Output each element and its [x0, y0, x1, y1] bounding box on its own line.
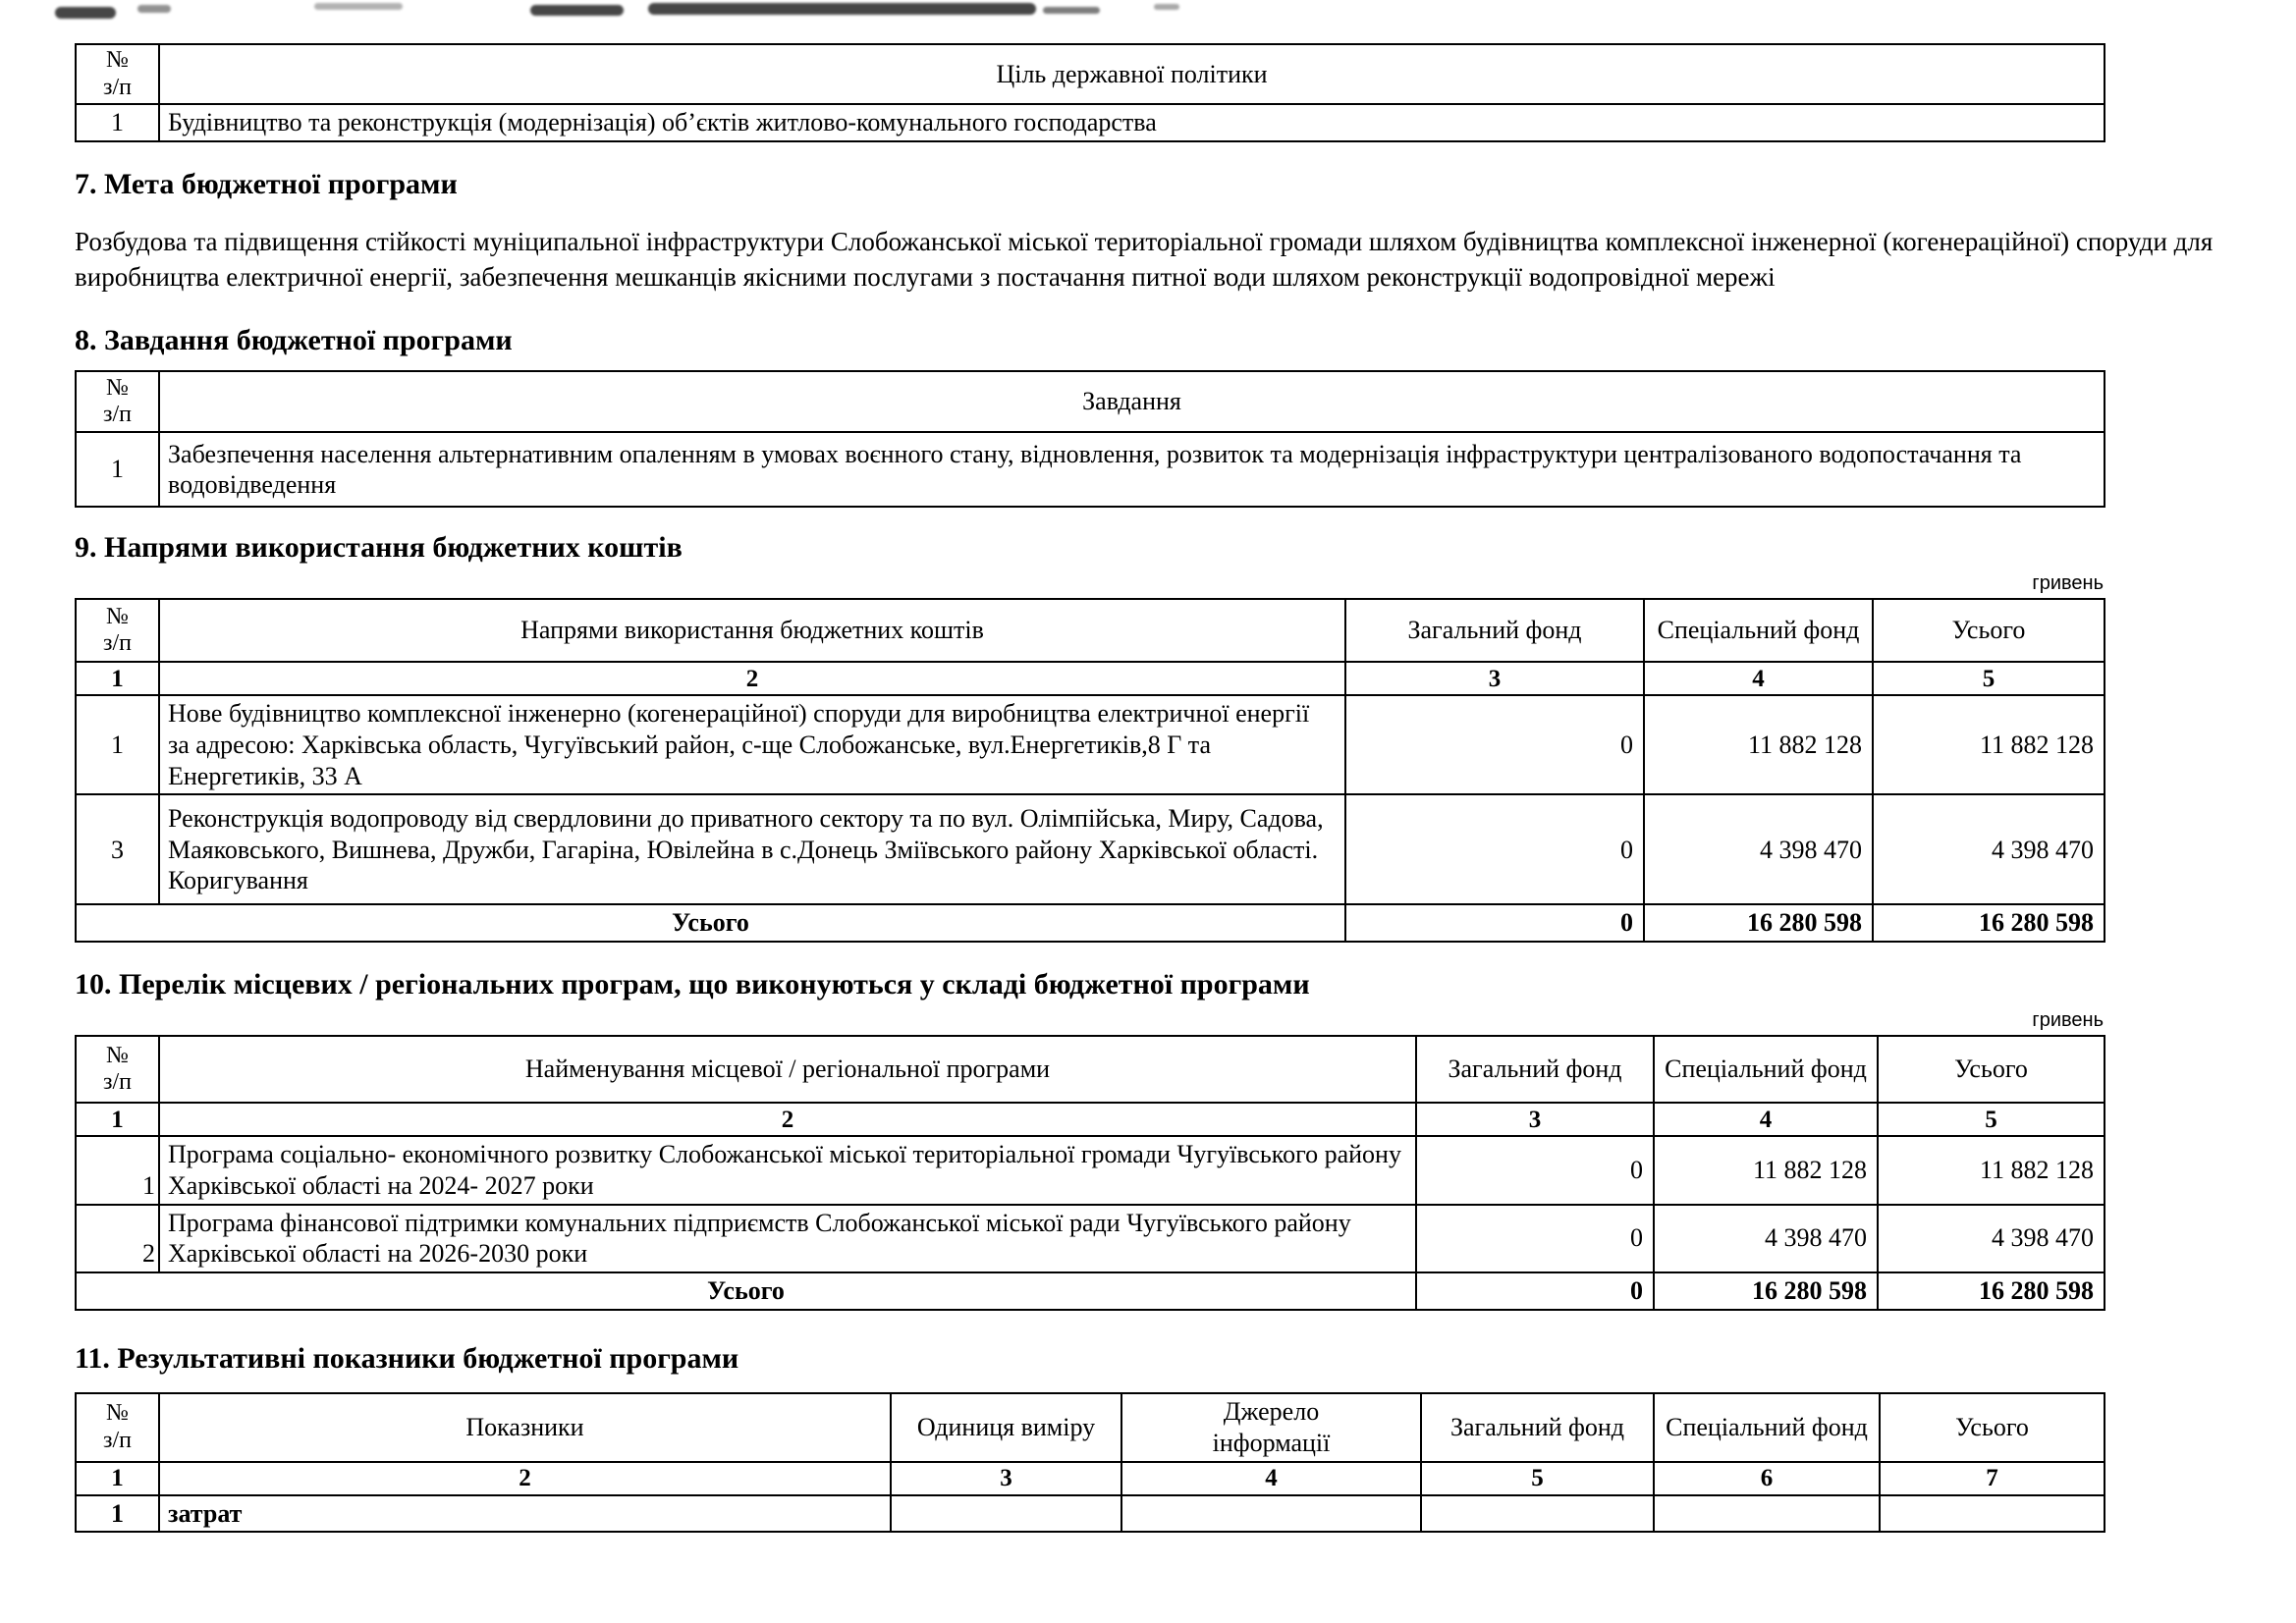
- header-num-line1: №: [106, 1400, 129, 1427]
- total-special-fund: 16 280 598: [1654, 1272, 1878, 1310]
- table-row: [76, 432, 2105, 507]
- cell-total: 11 882 128: [1878, 1136, 2105, 1204]
- header-source-line2: інформації: [1212, 1428, 1331, 1457]
- column-index-row: [76, 1462, 2105, 1495]
- scan-smudge: [1154, 4, 1179, 10]
- index-cell: 2: [159, 662, 1345, 695]
- header-num-line1: №: [106, 374, 129, 401]
- table-row: [76, 1495, 2105, 1533]
- header-general-fund: Загальний фонд: [1416, 1036, 1654, 1103]
- scan-smudge: [55, 7, 116, 19]
- header-source-line1: Джерело: [1223, 1397, 1320, 1426]
- cell-indicator-text: затрат: [159, 1495, 891, 1533]
- header-num-line2: з/п: [103, 402, 132, 428]
- header-num-line1: №: [106, 47, 129, 73]
- total-row: [76, 1272, 2105, 1310]
- index-cell: 3: [1345, 662, 1644, 695]
- goal-table: [75, 43, 2105, 142]
- index-cell: 5: [1421, 1462, 1654, 1495]
- index-cell: 1: [76, 1462, 159, 1495]
- index-cell: 3: [891, 1462, 1121, 1495]
- header-num-line2: з/п: [103, 1069, 132, 1096]
- index-cell: 7: [1880, 1462, 2105, 1495]
- cell-general-fund: 0: [1416, 1205, 1654, 1272]
- cell-total: 11 882 128: [1873, 695, 2105, 794]
- header-special-fund: Спеціальний фонд: [1644, 599, 1873, 662]
- scan-smudge: [137, 5, 171, 13]
- index-cell: 4: [1644, 662, 1873, 695]
- header-unit: Одиниця виміру: [891, 1393, 1121, 1462]
- scan-smudge: [648, 3, 1036, 15]
- header-num: [76, 1393, 159, 1462]
- section8-heading: 8. Завдання бюджетної програми: [75, 324, 513, 357]
- index-cell: 4: [1121, 1462, 1421, 1495]
- header-num: [76, 599, 159, 662]
- header-task: Завдання: [159, 371, 2105, 432]
- cell-direction-text: Нове будівництво комплексної інженерно (когенераційної) споруди для виробництва електричної енергії за адресою: Харківська область, Чугуївський район, с-ще Слобожанське, вул.Енергетиків,8 Г та Енергетиків, 33 А: [159, 695, 1345, 794]
- index-cell: 5: [1873, 662, 2105, 695]
- header-num: [76, 1036, 159, 1103]
- cell-num: 1: [76, 695, 159, 794]
- index-cell: 3: [1416, 1103, 1654, 1136]
- indicators-table: [75, 1392, 2105, 1534]
- tasks-table: [75, 370, 2105, 508]
- section7-heading: 7. Мета бюджетної програми: [75, 167, 458, 200]
- cell-general-fund: 0: [1416, 1136, 1654, 1204]
- cell-num: 2: [76, 1205, 159, 1272]
- total-label: Усього: [76, 1272, 1416, 1310]
- cell-total: 4 398 470: [1878, 1205, 2105, 1272]
- cell-direction-text: Реконструкція водопроводу від свердловини до приватного сектору та по вул. Олімпійська, Миру, Садова, Маяковського, Вишнева, Дружби, Гагаріна, Ювілейна в с.Донець Зміївського району Харківської області. Коригування: [159, 794, 1345, 904]
- table-row: [76, 1205, 2105, 1272]
- total-general-fund: 0: [1416, 1272, 1654, 1310]
- header-general-fund: Загальний фонд: [1345, 599, 1644, 662]
- cell-task-text: Забезпечення населення альтернативним опаленням в умовах воєнного стану, відновлення, розвиток та модернізація інфраструктури централізованого водопостачання та водовідведення: [159, 432, 2105, 507]
- cell-general-fund: 0: [1345, 695, 1644, 794]
- cell-special-fund: 4 398 470: [1644, 794, 1873, 904]
- section7-paragraph: Розбудова та підвищення стійкості муніципальної інфраструктури Слобожанської міської територіальної громади шляхом будівництва комплексної інженерної (когенераційної) споруди для виробництва електричної енергії, забезпечення мешканців якісними послугами з постачання питної води шляхом реконструкції водопровідної мережі: [75, 226, 2214, 293]
- table-row: [76, 794, 2105, 904]
- cell-unit: [891, 1495, 1121, 1533]
- cell-general-fund: 0: [1345, 794, 1644, 904]
- cell-num: 1: [76, 104, 159, 141]
- section9-heading: 9. Напрями використання бюджетних коштів: [75, 531, 683, 565]
- index-cell: 2: [159, 1462, 891, 1495]
- cell-total: [1880, 1495, 2105, 1533]
- header-special-fund: Спеціальний фонд: [1654, 1036, 1878, 1103]
- header-total: Усього: [1873, 599, 2105, 662]
- cell-num: 1: [76, 432, 159, 507]
- goal-table-header-row: [76, 44, 2105, 104]
- scan-smudge: [1043, 7, 1100, 14]
- index-cell: 4: [1654, 1103, 1878, 1136]
- header-num: [76, 371, 159, 432]
- index-cell: 6: [1654, 1462, 1880, 1495]
- cell-special-fund: 11 882 128: [1644, 695, 1873, 794]
- cell-goal-text: Будівництво та реконструкція (модернізація) об’єктів житлово-комунального господарства: [159, 104, 2105, 141]
- scan-smudge: [530, 5, 624, 16]
- header-num-line2: з/п: [103, 1427, 132, 1453]
- cell-num: 1: [76, 1495, 159, 1533]
- cell-special-fund: [1654, 1495, 1880, 1533]
- currency-label: гривень: [2032, 1009, 2104, 1032]
- header-indicators: Показники: [159, 1393, 891, 1462]
- index-cell: 1: [76, 1103, 159, 1136]
- header-total: Усього: [1880, 1393, 2105, 1462]
- cell-general-fund: [1421, 1495, 1654, 1533]
- cell-num: 1: [76, 1136, 159, 1204]
- column-index-row: [76, 1103, 2105, 1136]
- total-row: [76, 904, 2105, 942]
- header-num: [76, 44, 159, 104]
- total-total: 16 280 598: [1873, 904, 2105, 942]
- programs-table: [75, 1035, 2105, 1311]
- cell-num: 3: [76, 794, 159, 904]
- header-special-fund: Спеціальний фонд: [1654, 1393, 1880, 1462]
- cell-source: [1121, 1495, 1421, 1533]
- tasks-header-row: [76, 371, 2105, 432]
- cell-special-fund: 11 882 128: [1654, 1136, 1878, 1204]
- cell-special-fund: 4 398 470: [1654, 1205, 1878, 1272]
- section10-heading: 10. Перелік місцевих / регіональних програм, що виконуються у складі бюджетної програми: [75, 968, 1310, 1001]
- header-program-name: Найменування місцевої / регіональної програми: [159, 1036, 1416, 1103]
- table-row: [76, 1136, 2105, 1204]
- section11-heading: 11. Результативні показники бюджетної програми: [75, 1341, 739, 1375]
- index-cell: 1: [76, 662, 159, 695]
- index-cell: 5: [1878, 1103, 2105, 1136]
- header-num-line2: з/п: [103, 630, 132, 657]
- cell-total: 4 398 470: [1873, 794, 2105, 904]
- cell-program-text: Програма соціально- економічного розвитку Слобожанської міської територіальної громади Чугуївського району Харківської області на 2024- 2027 роки: [159, 1136, 1416, 1204]
- header-source: [1121, 1393, 1421, 1462]
- total-total: 16 280 598: [1878, 1272, 2105, 1310]
- header-total: Усього: [1878, 1036, 2105, 1103]
- scan-smudge: [314, 3, 403, 10]
- indicators-header-row: [76, 1393, 2105, 1462]
- directions-header-row: [76, 599, 2105, 662]
- index-cell: 2: [159, 1103, 1416, 1136]
- total-special-fund: 16 280 598: [1644, 904, 1873, 942]
- total-label: Усього: [76, 904, 1345, 942]
- cell-program-text: Програма фінансової підтримки комунальних підприємств Слобожанської міської ради Чугуївського району Харківської області на 2026-2030 роки: [159, 1205, 1416, 1272]
- header-directions: Напрями використання бюджетних коштів: [159, 599, 1345, 662]
- header-num-line1: №: [106, 603, 129, 629]
- total-general-fund: 0: [1345, 904, 1644, 942]
- header-goal: Ціль державної політики: [159, 44, 2105, 104]
- header-num-line2: з/п: [103, 74, 132, 100]
- header-num-line1: №: [106, 1042, 129, 1068]
- column-index-row: [76, 662, 2105, 695]
- table-row: [76, 104, 2105, 141]
- table-row: [76, 695, 2105, 794]
- programs-header-row: [76, 1036, 2105, 1103]
- header-general-fund: Загальний фонд: [1421, 1393, 1654, 1462]
- directions-table: [75, 598, 2105, 943]
- currency-label: гривень: [2032, 572, 2104, 595]
